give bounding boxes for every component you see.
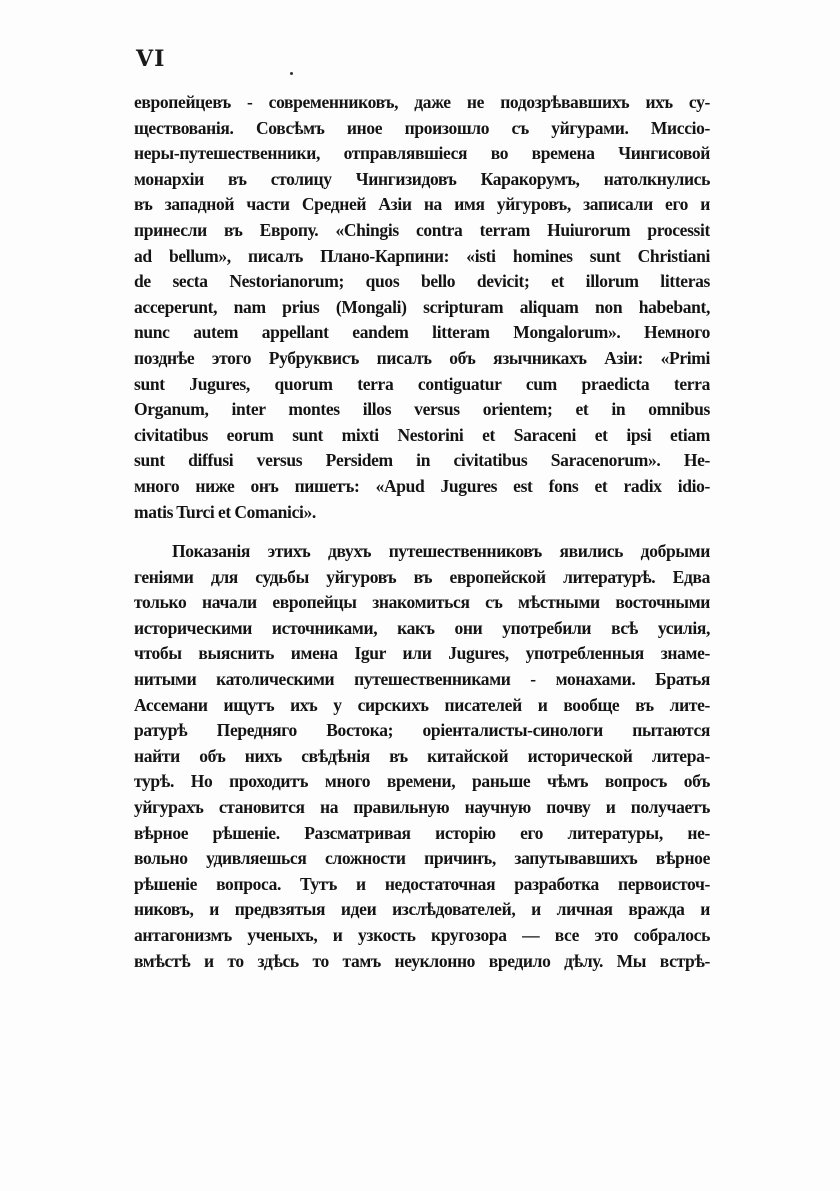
- text-line: въ западной части Средней Азіи на имя уйгуровъ, записали его и: [134, 194, 710, 215]
- text-line: Показанія этихъ двухъ путешественниковъ явились добрыми: [172, 541, 710, 562]
- paragraph-1: [134, 90, 710, 525]
- paragraph-gap: [134, 525, 710, 539]
- text-line: civitatibus eorum sunt mixti Nestorini et Saraceni et ipsi etiam: [134, 424, 710, 445]
- text-line: ществованія. Совсѣмъ иное произошло съ уйгурами. Миссіо-: [134, 117, 710, 138]
- text-line: nunc autem appellant eandem litteram Mongalorum». Немного: [134, 322, 710, 343]
- text-line: неры-путешественники, отправлявшіеся во времена Чингисовой: [134, 143, 710, 164]
- page-number: VI: [136, 46, 166, 72]
- text-line: европейцевъ - современниковъ, даже не подозрѣвавшихъ ихъ су-: [134, 92, 710, 112]
- text-line: чтобы выяснить имена Igur или Jugures, употребленныя знаме-: [134, 643, 710, 664]
- text-line: найти объ нихъ свѣдѣнія въ китайской исторической литера-: [134, 745, 710, 766]
- body-text: [134, 90, 710, 974]
- text-line: вольно удивляешься сложности причинъ, запутывавшихъ вѣрное: [134, 848, 710, 869]
- text-line: sunt Jugures, quorum terra contiguatur cum praedicta terra: [134, 373, 710, 394]
- text-line: matis Turci et Comanici».: [134, 501, 316, 522]
- text-line: геніями для судьбы уйгуровъ въ европейской литературѣ. Едва: [134, 566, 710, 587]
- text-line: уйгурахъ становится на правильную научную почву и получаетъ: [134, 797, 710, 818]
- text-line: монархіи въ столицу Чингизидовъ Каракорумъ, натолкнулись: [134, 168, 710, 189]
- text-line: sunt diffusi versus Persidem in civitatibus Saracenorum». Не-: [134, 450, 710, 471]
- text-line: ad bellum», писалъ Плано-Карпини: «isti homines sunt Christiani: [134, 245, 710, 266]
- text-line: только начали европейцы знакомиться съ мѣстными восточными: [134, 592, 710, 613]
- text-line: acceperunt, nam prius (Mongali) scripturam aliquam non habebant,: [134, 296, 710, 317]
- paragraph-2: [134, 539, 710, 974]
- text-line: антагонизмъ ученыхъ, и узкость кругозора — все это собралось: [134, 925, 710, 945]
- text-line: вѣрное рѣшеніе. Разсматривая исторію его литературы, не-: [134, 822, 710, 843]
- text-line: нитыми католическими путешественниками - монахами. Братья: [134, 669, 710, 690]
- print-speck: [290, 72, 293, 75]
- text-line: вмѣстѣ и то здѣсь то тамъ неуклонно вредило дѣлу. Мы встрѣ-: [134, 950, 710, 971]
- text-line: ратурѣ Передняго Востока; оріенталисты-синологи пытаются: [134, 720, 710, 741]
- text-line: de secta Nestorianorum; quos bello devicit; et illorum litteras: [134, 271, 710, 292]
- text-line: принесли въ Европу. «Chingis contra terram Huiurorum processit: [134, 219, 710, 240]
- text-line: историческими источниками, какъ они употребили всѣ усилія,: [134, 617, 710, 638]
- text-line: никовъ, и предвзятыя идеи изслѣдователей, и личная вражда и: [134, 899, 710, 920]
- text-line: много ниже онъ пишетъ: «Apud Jugures est fons et radix idio-: [134, 475, 710, 496]
- text-line: Ассемани ищутъ ихъ у сирскихъ писателей и вообще въ лите-: [134, 694, 710, 715]
- text-line: турѣ. Но проходитъ много времени, раньше чѣмъ вопросъ объ: [134, 771, 710, 792]
- text-line: позднѣе этого Рубруквисъ писалъ объ язычникахъ Азіи: «Primi: [134, 347, 710, 368]
- text-line: рѣшеніе вопроса. Тутъ и недостаточная разработка первоисточ-: [134, 873, 710, 894]
- text-line: Organum, inter montes illos versus orientem; et in omnibus: [134, 399, 710, 420]
